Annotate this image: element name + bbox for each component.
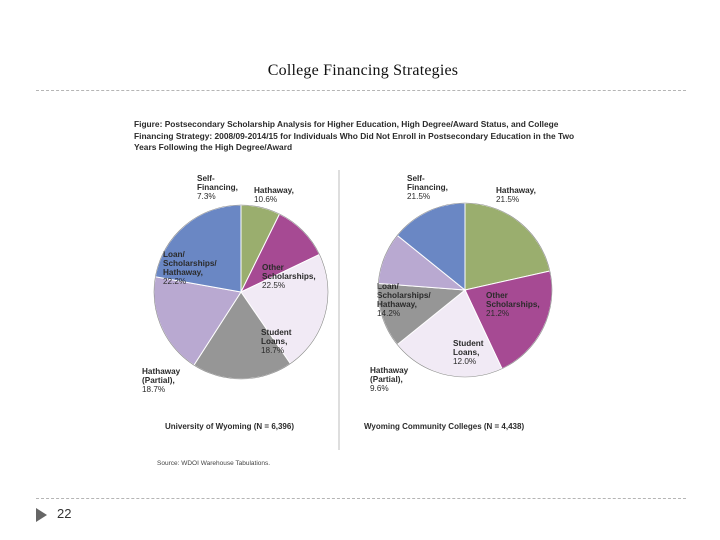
arrow-right-icon [36,508,47,522]
slice-label-hathaway: Hathaway, 21.5% [496,186,536,204]
pie-chart-university-of-wyoming [142,174,328,394]
slice-label-student-loans: Student Loans, 12.0% [453,339,484,366]
slice-label-loan-scholarships-hathaway: Loan/ Scholarships/ Hathaway, 14.2% [377,282,431,318]
chart-title-wyoming-community-colleges: Wyoming Community Colleges (N = 4,438) [364,422,525,431]
bottom-divider [36,498,686,499]
slice-label-self-financing: Self-Financing, 7.3% [197,174,238,201]
slice-label-other-scholarships: Other Scholarships, 21.2% [486,291,540,318]
slice-label-other-scholarships: Other Scholarships, 22.5% [262,263,316,290]
slice-label-hathaway-partial: Hathaway (Partial), 18.7% [142,367,181,394]
slide-title: College Financing Strategies [267,62,459,79]
slice-label-student-loans: Student Loans, 18.7% [261,328,292,355]
pie-chart-wyoming-community-colleges [370,174,552,393]
chart-title-university-of-wyoming: University of Wyoming (N = 6,396) [165,422,294,431]
page-number: 22 [57,506,72,521]
slice-label-loan-scholarships-hathaway: Loan/ Scholarships/ Hathaway, 22.2% [163,250,217,286]
figure-caption: Figure: Postsecondary Scholarship Analysis for Higher Education, High Degree/Award Status, and College Financing Strategy: 2008/09-2014/15 for Individuals Who Did Not Enroll in Postsecondary Education in the Two Years Following the High Degree/Award [134,119,575,152]
slice-label-hathaway-partial: Hathaway (Partial), 9.6% [370,366,409,393]
slice-label-hathaway: Hathaway, 10.6% [254,186,294,204]
slice-label-self-financing: Self-Financing, 21.5% [407,174,448,201]
figure-source: Source: WDOI Warehouse Tabulations. [157,460,271,467]
